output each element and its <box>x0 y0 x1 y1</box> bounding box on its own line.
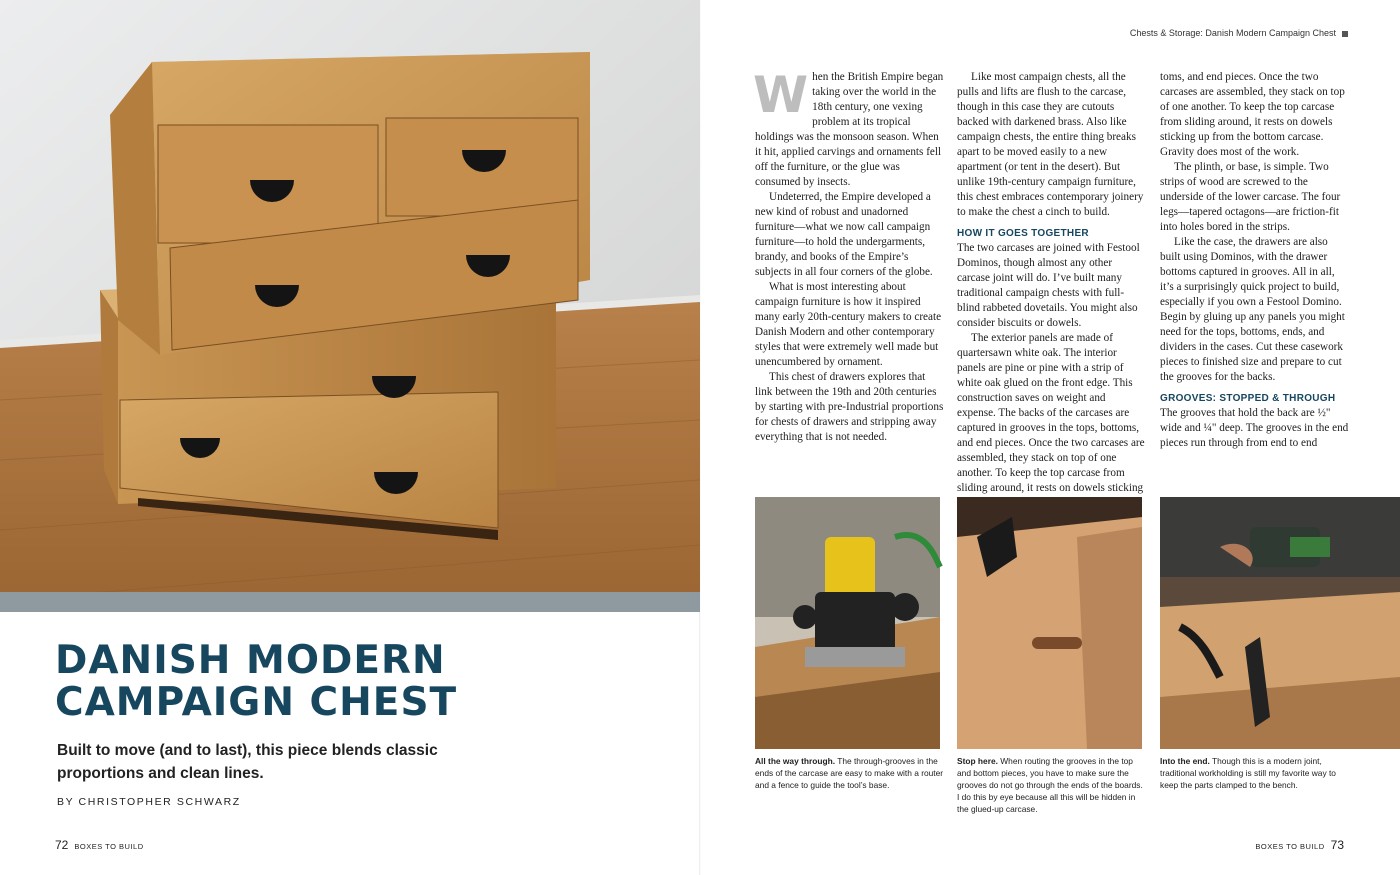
photo-caption-2 <box>957 755 1147 815</box>
left-folio <box>55 838 150 852</box>
caption-lead: Into the end. <box>1160 756 1210 766</box>
body-paragraph: This chest of drawers explores that link between the 19th and 20th centuries by starting with pre-Industrial proportions for chests of drawers and stripping away everything that is not needed. <box>755 371 944 443</box>
article-title-line2: CAMPAIGN CHEST <box>55 680 458 725</box>
article-title-line1: DANISH MODERN <box>55 638 446 683</box>
caption-lead: All the way through. <box>755 756 836 766</box>
byline: BY CHRISTOPHER SCHWARZ <box>57 796 241 808</box>
caption-text: The through-grooves in the ends of the carcase are easy to make with a router and a fence to guide the tool’s base. <box>755 756 944 790</box>
hero-photo-campaign-chest <box>0 0 700 612</box>
photo-stopped-groove <box>957 497 1142 749</box>
running-head <box>1130 28 1348 38</box>
right-section-label: BOXES TO BUILD <box>1255 842 1325 851</box>
body-column-1 <box>753 66 945 470</box>
right-page-number: 73 <box>1330 838 1344 852</box>
body-paragraph: Like the case, the drawers are also built using Dominos, with the drawer bottoms captured in grooves. All in all, it’s a surprisingly quick project to build, especially if you own a Festool Domino. Begin by gluing up any panels you might need for the tops, bottoms, ends, and dividers in the cases. Cut these casework pieces to finished size and prepare to cut the grooves for the backs. <box>1160 236 1345 383</box>
photo-caption-1 <box>755 755 945 791</box>
caption-lead: Stop here. <box>957 756 998 766</box>
running-head-text: Chests & Storage: Danish Modern Campaign Chest <box>1129 28 1336 38</box>
body-paragraph: The grooves that hold the back are ½" wide and ¼" deep. The grooves in the end pieces run through from end to end <box>1160 407 1349 449</box>
body-column-2 <box>957 70 1147 494</box>
caption-text: Though this is a modern joint, traditional workholding is still my favorite way to keep the parts clamped to the bench. <box>1160 756 1336 790</box>
body-paragraph: What is most interesting about campaign furniture is how it inspired many early 20th-century makers to create Danish Modern and other contemporary styles that were extremely well made but unencumbered by ornament. <box>755 281 942 368</box>
article-title <box>55 640 457 724</box>
running-head-square-icon <box>1342 31 1348 37</box>
photo-caption-3 <box>1160 755 1350 791</box>
photo-domino-joint <box>1160 497 1400 749</box>
dropcap: W <box>753 66 809 124</box>
body-paragraph: The exterior panels are made of quartersawn white oak. The interior panels are pine or pine with a strip of white oak glued on the front edge. This construction saves on weight and expense. The backs of the carcases are captured in grooves in the tops, bottoms, and end pieces. Once the two carcases are assembled, they stack on top of one another. To keep the top carcase from sliding around, it rests on dowels sticking <box>957 332 1145 494</box>
right-folio <box>1249 838 1344 852</box>
photo-router-groove <box>755 497 940 749</box>
body-paragraph: Like most campaign chests, all the pulls and lifts are flush to the carcase, though in this case they are cutouts backed with darkened brass. Also like campaign chests, the entire thing breaks apart to be moved easily to a new apartment (or tent in the desert). But unlike 19th-century campaign furniture, this chest embraces contemporary joinery to make the chest a cinch to build. <box>957 71 1144 218</box>
left-page-number: 72 <box>55 838 69 852</box>
body-paragraph: toms, and end pieces. Once the two carcases are assembled, they stack on top of one another. To keep the top carcase from sliding around, it rests on dowels sticking up from the bottom carcase. Gravity does most of the work. <box>1160 71 1345 158</box>
body-paragraph <box>753 66 945 190</box>
caption-text: When routing the grooves in the top and bottom pieces, you have to make sure the grooves do not go through the ends of the boards. I do this by eye because all this will be hidden in the glued-up carcase. <box>957 756 1143 814</box>
body-paragraph: The plinth, or base, is simple. Two strips of wood are screwed to the underside of the lower carcase. The four legs—tapered octagons—are friction-fit into holes bored in the strips. <box>1160 161 1341 233</box>
subhead-how-it-goes-together: HOW IT GOES TOGETHER <box>957 228 1089 239</box>
left-section-label: BOXES TO BUILD <box>74 842 144 851</box>
body-paragraph: The two carcases are joined with Festool Dominos, though almost any other carcase joint will do. I’ve built many traditional campaign chests with full-blind rabbeted dovetails. You might also consider biscuits or dowels. <box>957 242 1140 329</box>
article-dek: Built to move (and to last), this piece blends classic proportions and clean lines. <box>57 742 438 782</box>
body-paragraph: Undeterred, the Empire developed a new kind of robust and unadorned furniture—what we now call campaign furniture—to hold the undergarments, brandy, and books of the Empire’s subjects in all four corners of the globe. <box>755 191 933 278</box>
body-paragraph-text: hen the British Empire began taking over the world in the 18th century, one vexing problem at its tropical holdings was the monsoon season. When it hit, applied carvings and ornaments fell off the furniture, or the glue was consumed by insects. <box>755 71 944 188</box>
subhead-grooves: GROOVES: STOPPED & THROUGH <box>1160 393 1336 404</box>
body-column-3 <box>1160 70 1350 470</box>
